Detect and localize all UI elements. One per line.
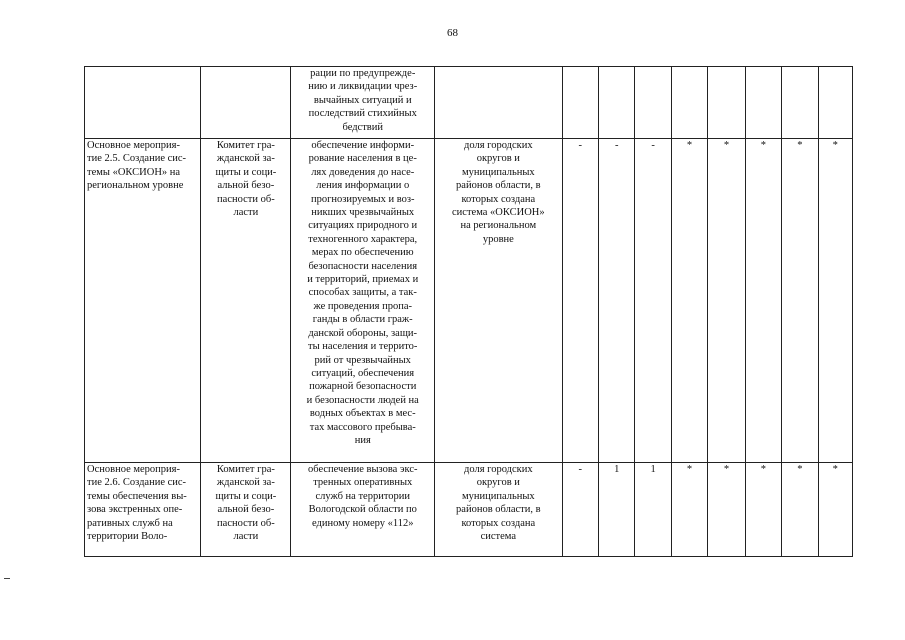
year-mark-cell: 1 xyxy=(598,463,634,557)
year-mark-cell xyxy=(635,67,671,139)
year-mark-cell: - xyxy=(562,463,598,557)
executor-cell-text: Комитет гра- жданской за- щиты и соци- альной безо- пасности об- ласти xyxy=(215,464,277,543)
indicator-cell xyxy=(435,463,562,557)
year-mark-cell: * xyxy=(708,463,745,557)
indicator-cell xyxy=(435,139,562,463)
table-row xyxy=(85,67,853,139)
year-mark-cell xyxy=(818,67,852,139)
description-cell xyxy=(291,67,435,139)
measure-name-cell-text: Основное мероприя- тие 2.6. Создание сис- темы обеспечения вы- зова экстренных опе- ративных служб на территории Воло- xyxy=(87,464,187,543)
year-mark-cell: 1 xyxy=(635,463,671,557)
page-number: 68 xyxy=(447,27,458,39)
measure-name-cell-text: Основное мероприя- тие 2.5. Создание сис- темы «ОКСИОН» на региональном уровне xyxy=(87,140,187,192)
indicator-cell-text: доля городских округов и муниципальных районов области, в которых создана система «ОКСИОН» на региональном уровне xyxy=(452,140,545,245)
year-mark-cell: * xyxy=(708,139,745,463)
year-mark-cell: * xyxy=(782,463,818,557)
year-mark-cell xyxy=(562,67,598,139)
executor-cell-text: Комитет гра- жданской за- щиты и соци- альной безо- пасности об- ласти xyxy=(215,140,277,219)
indicator-cell-text: доля городских округов и муниципальных районов области, в которых создана система xyxy=(456,464,541,543)
year-mark-cell xyxy=(708,67,745,139)
table-row xyxy=(85,139,853,463)
year-mark-cell xyxy=(671,67,707,139)
measures-table xyxy=(84,66,853,557)
indicator-cell xyxy=(435,67,562,139)
executor-cell xyxy=(201,463,291,557)
description-cell-text: рации по предупрежде- нию и ликвидации чрез- вычайных ситуаций и последствий стихийных бедствий xyxy=(308,68,418,133)
executor-cell xyxy=(201,139,291,463)
year-mark-cell: * xyxy=(745,139,781,463)
executor-cell xyxy=(201,67,291,139)
year-mark-cell: - xyxy=(635,139,671,463)
margin-mark xyxy=(4,578,10,579)
description-cell-text: обеспечение информи- рование населения в це- лях доведения до насе- ления информации о прогнозируемых и воз- никших чрезвычайных ситуациях природного и техногенного характера, мерах по обеспечению безопасности населения и территорий, приемах и способах защиты, а так- же проведения пропа- ганды в области граж- данской обороны, защи- ты населения и террито- рий от чрезвычайных ситуаций, обеспечения пожарной безопасности и безопасности людей на водных объектах в мес- тах массового пребыва- ния xyxy=(306,140,419,446)
year-mark-cell xyxy=(745,67,781,139)
measure-name-cell xyxy=(85,67,201,139)
year-mark-cell: - xyxy=(598,139,634,463)
year-mark-cell: * xyxy=(671,463,707,557)
table-row xyxy=(85,463,853,557)
year-mark-cell: * xyxy=(745,463,781,557)
year-mark-cell: * xyxy=(818,139,852,463)
year-mark-cell xyxy=(782,67,818,139)
description-cell xyxy=(291,139,435,463)
year-mark-cell: - xyxy=(562,139,598,463)
measure-name-cell xyxy=(85,139,201,463)
description-cell xyxy=(291,463,435,557)
year-mark-cell xyxy=(598,67,634,139)
year-mark-cell: * xyxy=(818,463,852,557)
measure-name-cell xyxy=(85,463,201,557)
year-mark-cell: * xyxy=(671,139,707,463)
description-cell-text: обеспечение вызова экс- тренных оперативных служб на территории Вологодской области по единому номеру «112» xyxy=(308,464,418,529)
year-mark-cell: * xyxy=(782,139,818,463)
